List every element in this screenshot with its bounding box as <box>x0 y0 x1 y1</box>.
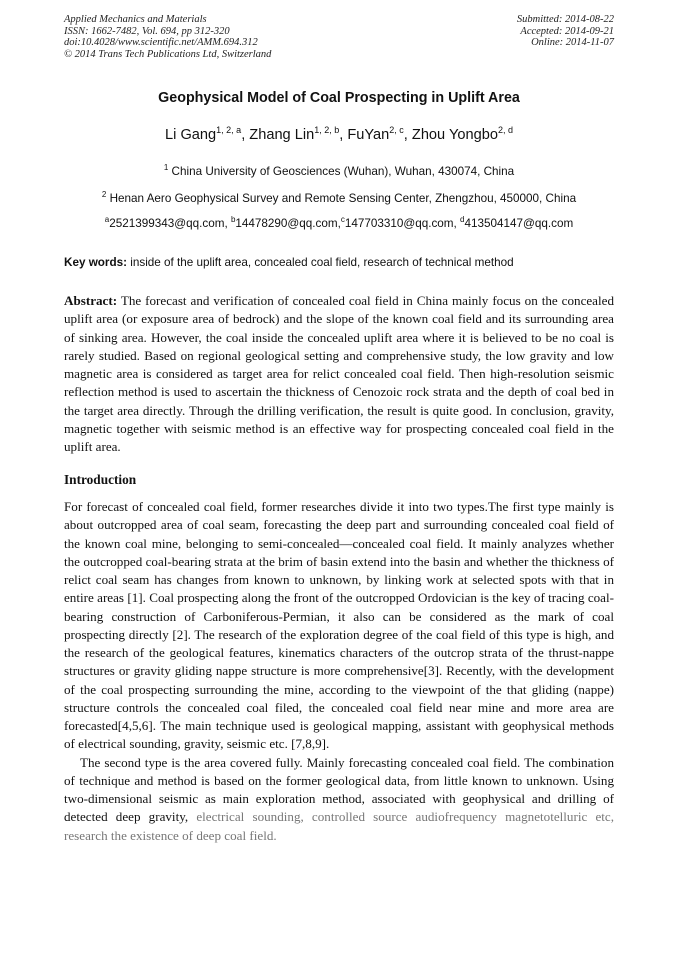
author: FuYan$^{2, c}$, <box>347 125 412 143</box>
author-emails: $^a$2521399343@qq.com, $^b$14478290@qq.com,$^c$147703310@qq.com, $^d$413504147@qq.com <box>104 215 574 230</box>
affiliation-2: $^2$ Henan Aero Geophysical Survey and Remote Sensing Center, Zhengzhou, 450000, China <box>101 190 577 205</box>
paper-title: Geophysical Model of Coal Prospecting in Uplift Area <box>158 90 520 106</box>
keywords-text: inside of the uplift area, concealed coal field, research of technical method <box>127 256 514 269</box>
section-heading-introduction: Introduction <box>64 472 137 487</box>
keywords <box>64 256 614 269</box>
affiliation-1: $^1$ China University of Geosciences (Wuhan), Wuhan, 430074, China <box>163 163 515 178</box>
author: Zhou Yongbo$^{2, d}$ <box>411 125 513 143</box>
keywords-label: Key words: <box>64 256 127 269</box>
journal-doi: doi:10.4028/www.scientific.net/AMM.694.312 <box>64 37 258 49</box>
author-list <box>40 127 638 143</box>
online-date: Online: 2014-11-07 <box>531 37 614 49</box>
accepted-date: Accepted: 2014-09-21 <box>520 25 614 37</box>
author: Zhang Lin$^{1, 2, b}$, <box>249 125 348 143</box>
author: Li Gang$^{1, 2, a}$, <box>165 125 250 143</box>
abstract-text: The forecast and verification of concealed coal field in China mainly focus on the concealed uplift area (or exposure area of bedrock) and the slope of the known coal field and its surrounding area of sinking area. However, the coal inside the concealed uplift area where it is believed to be no coal is rarely studied. Based on regional geological setting and comprehensive study, the low gravity and low magnetic area is considered as target area for relict concealed coal field. Then high-resolution seismic reflection method is used to ascertain the thickness of Cenozoic rock strata and the depth of coal bed in the target area directly. Through the drilling verification, the result is quite good. In conclusion, gravity, magnetic together with seismic method is an effective way for prospecting concealed coal field in the uplift area. <box>64 293 614 455</box>
journal-name: Applied Mechanics and Materials <box>64 14 207 25</box>
dates-header <box>517 14 614 49</box>
journal-issn: ISSN: 1662-7482, Vol. 694, pp 312-320 <box>64 25 230 37</box>
submitted-date: Submitted: 2014-08-22 <box>516 14 614 25</box>
journal-copyright: © 2014 Trans Tech Publications Ltd, Switzerland <box>64 48 272 60</box>
introduction-body <box>64 498 614 845</box>
paragraph: For forecast of concealed coal field, former researches divide it into two types.The first type mainly is about outcropped area of coal seam, forecasting the deep part and surrounding concealed coal field of the known coal mine, belonging to semi-concealed—concealed coal field. It mainly analyzes whether the outcropped coal-bearing strata at the brim of basin extend into the basin and whether the thickness of relict coal seam has changes from known to unknown, by linking work at selected spots with that in entire areas [1]. Coal prospecting along the front of the outcropped Ordovician is the key of tracing coal-bearing construction of Carboniferous-Permian, it also can be considered as the mark of coal prospecting directly [2]. The research of the exploration degree of the coal field of this type is high, and the research of the geological features, kinematics characters of the outcrop strata of the thrust-nappe structures or gravity gliding nappe structure is more comprehensive[3]. Recently, with the development of the coal prospecting surrounding the mine, according to the viewpoint of the that gliding (nappe) structure controls the concealed coal filed, the concealed coal field near mine and more area are forecasted[4,5,6]. The main technique used is geological mapping, assistant with geophysical methods of electrical sounding, gravity, seismic etc. [7,8,9]. <box>64 499 614 752</box>
abstract <box>64 292 614 457</box>
paragraph: The second type is the area covered fully. Mainly forecasting concealed coal field. The combination of technique and method is based on the former geological data, from little known to unknown. Using two-dimensional seismic as main exploration method, associated with geophysical and drilling of detected deep gravity, electrical sounding, controlled source audiofrequency magnetotelluric etc, research the existence of deep coal field. <box>64 754 614 843</box>
journal-header <box>64 14 271 60</box>
abstract-label: Abstract: <box>64 293 118 308</box>
